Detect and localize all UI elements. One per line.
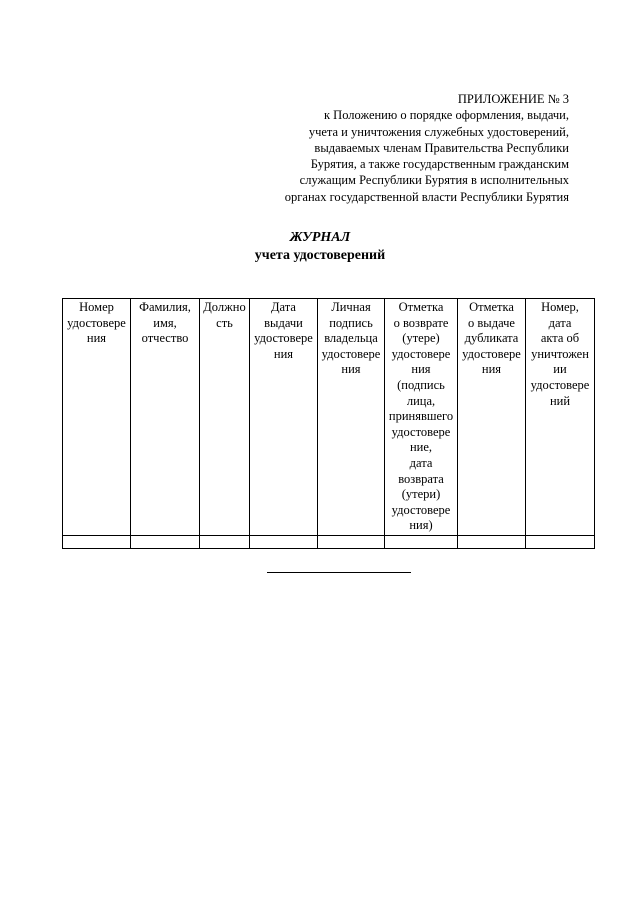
column-header-duplicate-mark: Отметка о выдаче дубликата удостовере ния [458,299,526,536]
table-header-row [63,299,595,536]
column-header-certificate-number: Номер удостовере ния [63,299,131,536]
document-title: ЖУРНАЛ [289,230,351,245]
table-cell [385,535,458,548]
table-row [63,535,595,548]
column-header-holder-signature: Личная подпись владельца удостовере ния [318,299,385,536]
table-cell [250,535,318,548]
appendix-line-1: к Положению о порядке оформления, выдачи, [323,108,569,123]
table-cell [200,535,250,548]
appendix-header [249,91,569,205]
appendix-line-4: Бурятия, а также государственным гражданским [310,157,569,172]
table-cell [526,535,595,548]
appendix-line-5: служащим Республики Бурятия в исполнительных [299,173,569,188]
document-subtitle: учета удостоверений [254,248,386,263]
column-header-destruction-act: Номер, дата акта об уничтожен ии удостовере ний [526,299,595,536]
column-header-issue-date: Дата выдачи удостовере ния [250,299,318,536]
table-cell [63,535,131,548]
table-cell [318,535,385,548]
table-cell [458,535,526,548]
column-header-full-name: Фамилия, имя, отчество [131,299,200,536]
appendix-line-3: выдаваемых членам Правительства Республики [314,140,569,155]
column-header-return-mark: Отметка о возврате (утере) удостовере ния (подпись лица, принявшего удостовере ние, дата возврата (утери) удостовере ния) [385,299,458,536]
end-divider-line [267,572,411,573]
journal-table [62,298,595,549]
column-header-position: Должно сть [200,299,250,536]
appendix-line-6: органах государственной власти Республики Бурятия [284,189,569,204]
appendix-line-2: учета и уничтожения служебных удостоверений, [308,124,569,139]
appendix-number: ПРИЛОЖЕНИЕ № 3 [457,92,569,106]
table-cell [131,535,200,548]
